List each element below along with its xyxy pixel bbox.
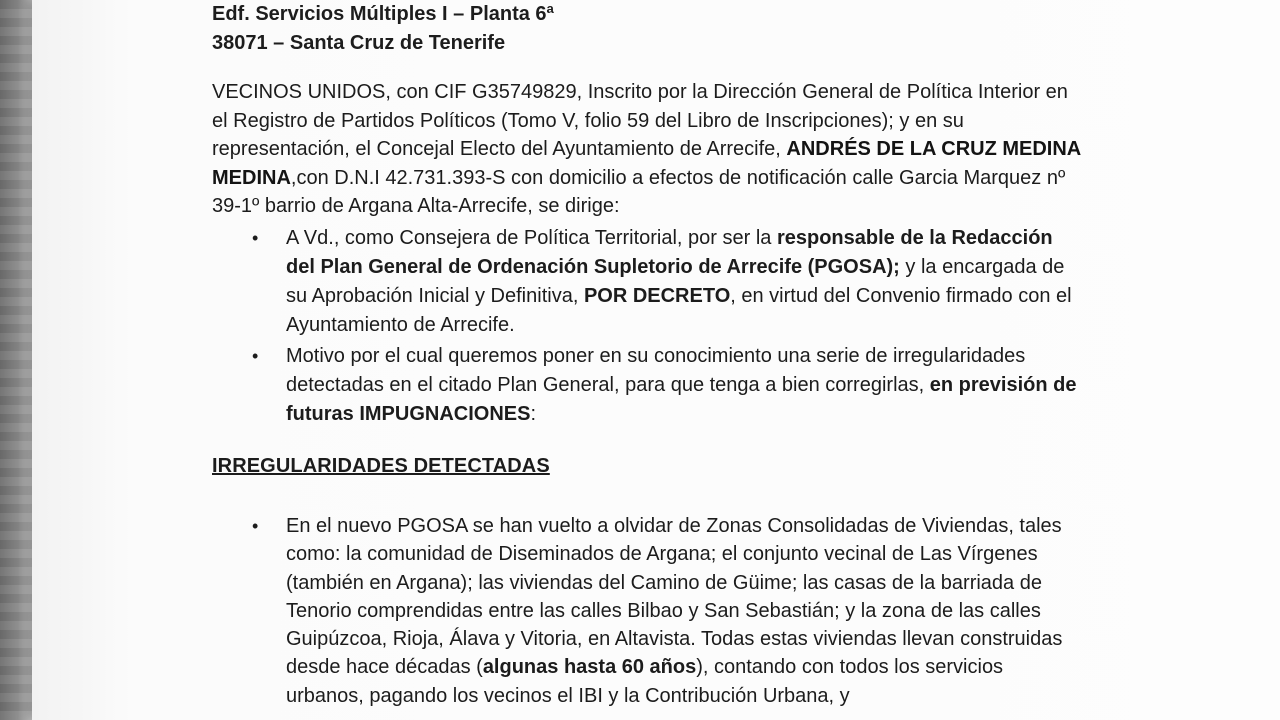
bullet-bold: POR DECRETO	[583, 285, 731, 307]
letter-header	[212, 0, 554, 58]
bullet-icon: •	[252, 228, 259, 248]
bullet-bold: responsable de la Redacción del Plan General de Ordenación Supletorio de Arrecife (PGOSA);	[286, 227, 1053, 278]
bullet-text: En el nuevo PGOSA se han vuelto a olvidar de Zonas Consolidadas de Viviendas, tales como: la comunidad de Diseminados de Argana; el conjunto vecinal de Las Vírgenes (también en Argana); las viviendas del Camino de Güime; las casas de la barriada de Tenorio comprendidas entre las calles Bilbao y San Sebastián; y la zona de las calles Guipúzcoa, Rioja, Álava y Vitoria, en Altavista. Todas estas viviendas llevan construidas desde hace décadas (	[286, 515, 1063, 679]
section-title: IRREGULARIDADES DETECTADAS	[212, 455, 550, 477]
bullet-text: , en virtud del Convenio firmado con el Ayuntamiento de Arrecife.	[286, 285, 1072, 336]
bullet-text: Motivo por el cual queremos poner en su conocimiento una serie de irregularidades detectadas en el citado Plan General, para que tenga a bien corregirlas,	[286, 345, 1026, 396]
intro-text-1: VECINOS UNIDOS, con CIF G35749829, Inscrito por la Dirección General de Política Interior en el Registro de Partidos Políticos (Tomo V, folio 59 del Libro de Inscripciones); y en su representación, el Concejal Electo del Ayuntamiento de Arrecife,	[212, 81, 1068, 160]
bullet-text: A Vd., como Consejera de Política Territorial, por ser la	[286, 227, 777, 249]
list-item	[248, 224, 1078, 340]
list-item	[248, 342, 1078, 429]
irregularities-list	[248, 512, 1078, 712]
addressee-list	[248, 224, 1078, 431]
representative-name: ANDRÉS DE LA CRUZ MEDINA MEDINA	[212, 138, 1081, 189]
bullet-icon: •	[252, 346, 259, 366]
intro-paragraph	[212, 78, 1082, 221]
bullet-icon: •	[252, 516, 259, 536]
bullet-bold: en previsión de futuras IMPUGNACIONES	[286, 374, 1077, 425]
intro-text-2: ,con D.N.I 42.731.393-S con domicilio a efectos de notificación calle Garcia Marquez nº 39-1º barrio de Argana Alta-Arrecife, se dirige:	[212, 166, 1066, 217]
bullet-text: :	[530, 403, 537, 425]
header-line-2: 38071 – Santa Cruz de Tenerife	[212, 32, 506, 54]
list-item	[248, 512, 1078, 710]
bullet-bold: algunas hasta 60 años	[482, 656, 697, 679]
bullet-text: ), contando con todos los servicios urbanos, pagando los vecinos el IBI y la Contribución Urbana, y	[286, 656, 1004, 707]
header-line-1: Edf. Servicios Múltiples I – Planta 6ª	[212, 3, 554, 25]
bullet-text: y la encargada de su Aprobación Inicial y Definitiva,	[286, 256, 1065, 307]
